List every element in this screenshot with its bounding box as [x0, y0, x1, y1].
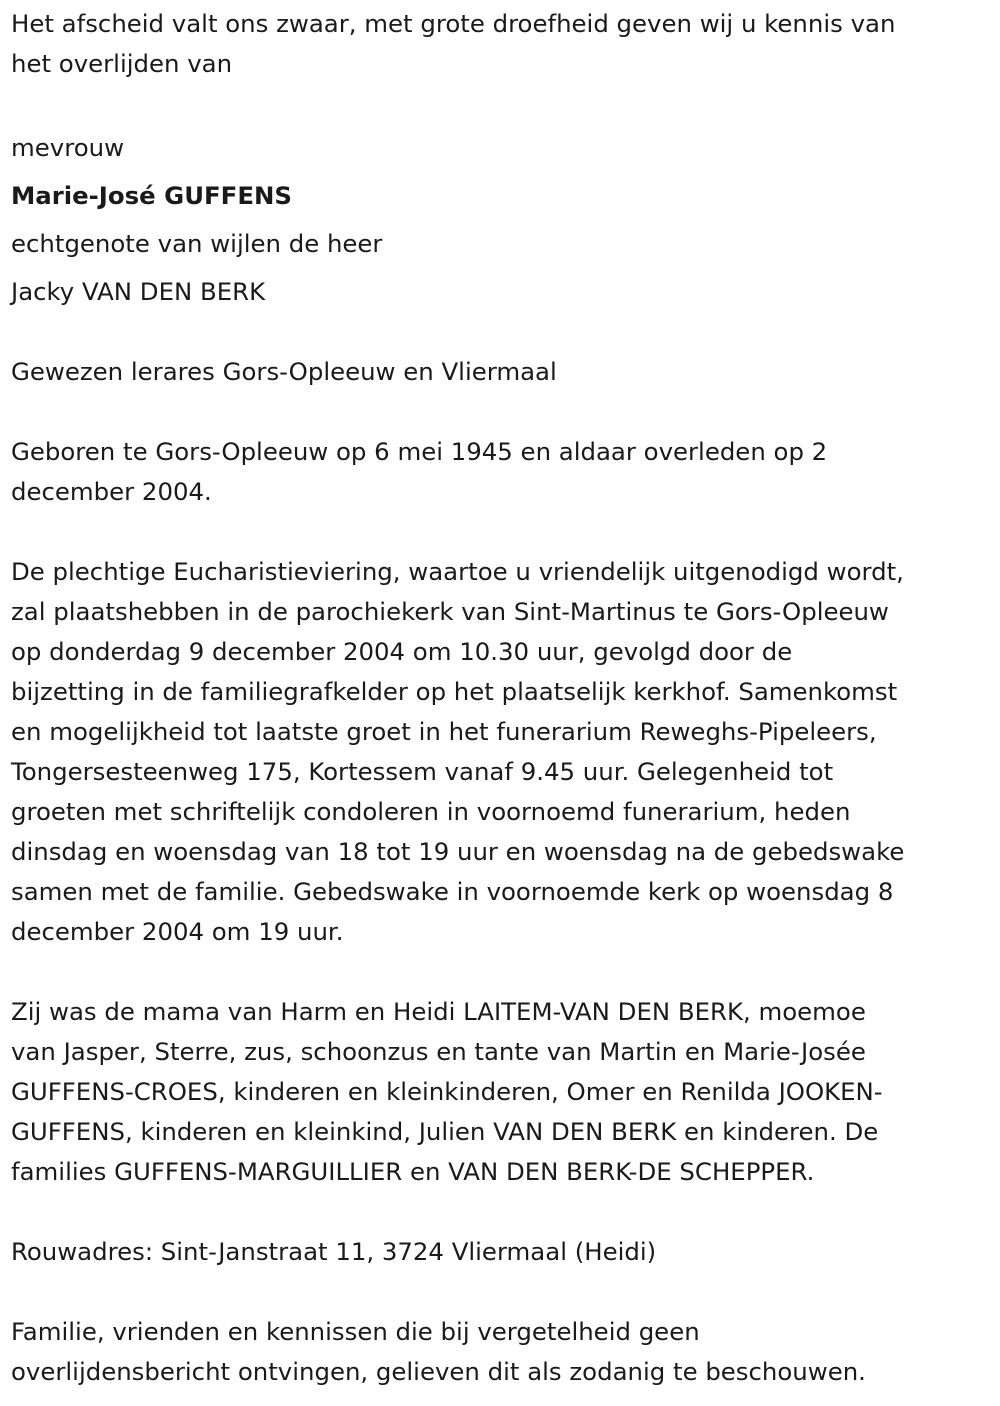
intro-paragraph — [11, 4, 991, 84]
ceremony-line: bijzetting in de familiegrafkelder op het plaatselijk kerkhof. Samenkomst — [11, 677, 898, 706]
spouse-intro: echtgenote van wijlen de heer — [11, 229, 383, 258]
family-paragraph — [11, 992, 991, 1192]
ceremony-line: groeten met schriftelijk condoleren in voornoemd funerarium, heden — [11, 797, 851, 826]
family-line: GUFFENS, kinderen en kleinkind, Julien VAN DEN BERK en kinderen. De — [11, 1117, 879, 1146]
ceremony-line: De plechtige Eucharistieviering, waartoe u vriendelijk uitgenodigd wordt, — [11, 557, 904, 586]
salutation: mevrouw — [11, 133, 125, 162]
ceremony-paragraph — [11, 552, 991, 952]
birth-death-line: Geboren te Gors-Opleeuw op 6 mei 1945 en aldaar overleden op 2 — [11, 437, 828, 466]
ceremony-line: samen met de familie. Gebedswake in voornoemde kerk op woensdag 8 — [11, 877, 894, 906]
deceased-block — [11, 124, 991, 316]
ceremony-line: op donderdag 9 december 2004 om 10.30 uur, gevolgd door de — [11, 637, 793, 666]
deceased-name: Marie-José GUFFENS — [11, 181, 292, 210]
ceremony-line: dinsdag en woensdag van 18 tot 19 uur en woensdag na de gebedswake — [11, 837, 905, 866]
occupation-paragraph — [11, 352, 991, 392]
occupation: Gewezen lerares Gors-Opleeuw en Vliermaal — [11, 357, 557, 386]
spouse-name: Jacky VAN DEN BERK — [11, 277, 266, 306]
closing-line: Familie, vrienden en kennissen die bij vergetelheid geen — [11, 1317, 700, 1346]
birth-death-paragraph — [11, 432, 991, 512]
obituary-document — [11, 4, 991, 1392]
intro-line: Het afscheid valt ons zwaar, met grote droefheid geven wij u kennis van — [11, 9, 896, 38]
mourning-address: Rouwadres: Sint-Janstraat 11, 3724 Vliermaal (Heidi) — [11, 1237, 657, 1266]
ceremony-line: zal plaatshebben in de parochiekerk van Sint-Martinus te Gors-Opleeuw — [11, 597, 889, 626]
birth-death-line: december 2004. — [11, 477, 212, 506]
closing-paragraph — [11, 1312, 991, 1392]
closing-line: overlijdensbericht ontvingen, gelieven dit als zodanig te beschouwen. — [11, 1357, 866, 1386]
ceremony-line: december 2004 om 19 uur. — [11, 917, 344, 946]
family-line: families GUFFENS-MARGUILLIER en VAN DEN BERK-DE SCHEPPER. — [11, 1157, 815, 1186]
family-line: GUFFENS-CROES, kinderen en kleinkinderen, Omer en Renilda JOOKEN- — [11, 1077, 883, 1106]
family-line: Zij was de mama van Harm en Heidi LAITEM-VAN DEN BERK, moemoe — [11, 997, 866, 1026]
ceremony-line: Tongersesteenweg 175, Kortessem vanaf 9.45 uur. Gelegenheid tot — [11, 757, 834, 786]
ceremony-line: en mogelijkheid tot laatste groet in het funerarium Reweghs-Pipeleers, — [11, 717, 877, 746]
intro-line: het overlijden van — [11, 49, 233, 78]
address-paragraph — [11, 1232, 991, 1272]
family-line: van Jasper, Sterre, zus, schoonzus en tante van Martin en Marie-Josée — [11, 1037, 866, 1066]
